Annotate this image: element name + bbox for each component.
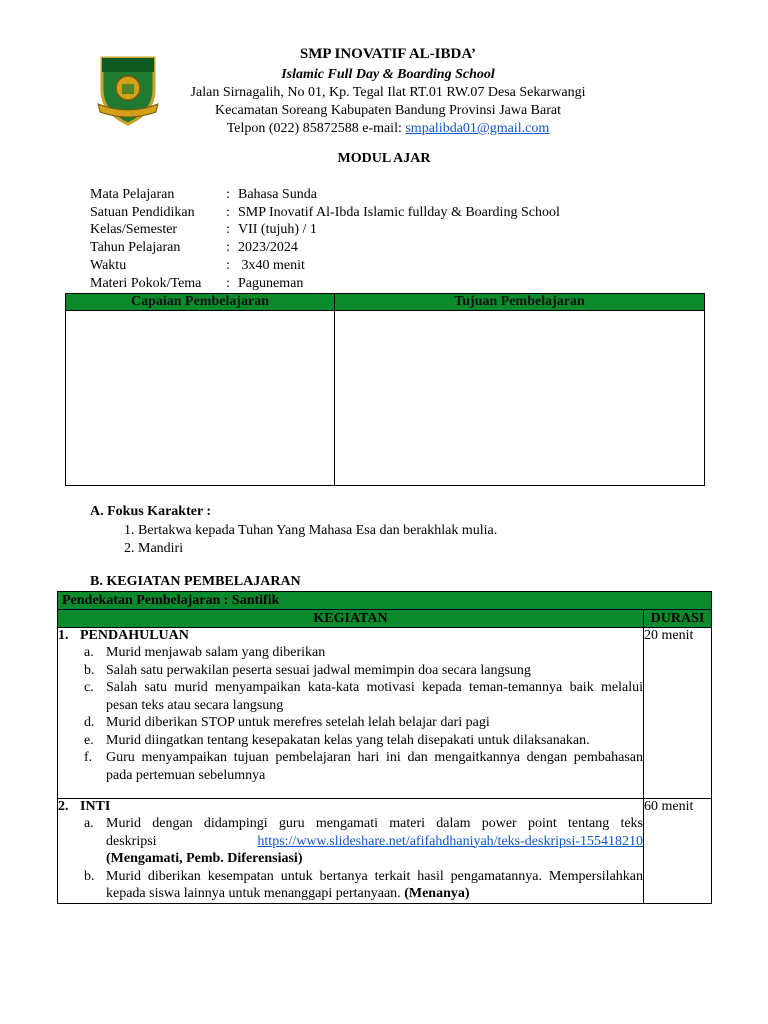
address-line-2: Kecamatan Soreang Kabupaten Bandung Provinsi Jawa Barat: [214, 103, 561, 118]
kegiatan-col-header: KEGIATAN: [58, 610, 644, 628]
list-item: a. Murid menjawab salam yang diberikan: [84, 645, 326, 660]
info-value: 2023/2024: [238, 240, 298, 256]
info-value: VII (tujuh) / 1: [238, 222, 317, 238]
info-row: [90, 221, 560, 239]
info-value: 3x40 menit: [238, 257, 305, 273]
list-item: c. Salah satu murid menyampaikan kata-kata motivasi kepada teman-temannya baik melalui pesan teks atau secara langsung: [84, 680, 643, 713]
kegiatan-heading: B. KEGIATAN PEMBELAJARAN: [90, 574, 301, 589]
inti-durasi: 60 menit: [644, 799, 712, 904]
learning-outcomes-table: [65, 293, 705, 486]
info-row: [90, 186, 560, 204]
list-item: f. Guru menyampaikan tujuan pembelajaran hari ini dan mengaitkannya dengan pembahasan pada pertemuan sebelumnya: [84, 750, 643, 783]
info-value: Bahasa Sunda: [238, 187, 317, 202]
pendahuluan-list: [58, 644, 643, 784]
phone-text: Telpon (022) 85872588 e-mail:: [226, 121, 406, 136]
inti-list: [58, 815, 643, 903]
info-separator: :: [226, 222, 230, 238]
school-logo: [96, 50, 160, 126]
slideshare-link[interactable]: https://www.slideshare.net/afifahdhaniyah/teks-deskripsi-155418210: [257, 833, 643, 849]
fokus-list: [90, 522, 497, 558]
email-link[interactable]: smpalibda01@gmail.com: [405, 121, 550, 136]
school-subtitle: Islamic Full Day & Boarding School: [281, 67, 495, 82]
list-item: b. Salah satu perwakilan peserta sesuai jadwal memimpin doa secara langsung: [84, 662, 531, 678]
fokus-heading: A. Fokus Karakter :: [90, 504, 212, 519]
pendahuluan-title: 1. PENDAHULUAN: [58, 628, 189, 643]
info-separator: :: [226, 257, 230, 273]
fokus-item: 2. Mandiri: [138, 540, 497, 558]
info-label: Materi Pokok/Tema: [90, 275, 202, 291]
info-row: [90, 257, 560, 275]
tujuan-header: Tujuan Pembelajaran: [335, 294, 705, 311]
capaian-header: Capaian Pembelajaran: [66, 294, 335, 311]
info-label: Waktu: [90, 257, 127, 273]
module-info: [90, 186, 560, 292]
info-row: [90, 275, 560, 293]
address-line-1: Jalan Sirnagalih, No 01, Kp. Tegal Ilat RT.01 RW.07 Desa Sekarwangi: [190, 85, 586, 100]
pendahuluan-durasi: 20 menit: [644, 628, 712, 799]
list-item: a. Murid dengan didampingi guru mengamati materi dalam power point tentang teks deskripsi https://www.slideshare.net/afifahdhaniyah/teks-deskripsi-155418210 (Mengamati, Pemb. Diferensiasi): [84, 816, 643, 866]
info-row: [90, 239, 560, 257]
info-value: SMP Inovatif Al-Ibda Islamic fullday & Boarding School: [238, 204, 560, 220]
pendahuluan-section: [58, 628, 644, 799]
info-label: Tahun Pelajaran: [90, 240, 181, 256]
info-separator: :: [226, 187, 230, 202]
info-separator: :: [226, 275, 230, 291]
contact-line: [160, 119, 616, 138]
capaian-cell: [66, 311, 335, 486]
list-item: e. Murid diingatkan tentang kesepakatan kelas yang telah disepakati untuk dilaksanakan.: [84, 732, 590, 748]
info-value: Paguneman: [238, 275, 304, 291]
info-label: Kelas/Semester: [90, 222, 178, 238]
info-separator: :: [226, 204, 230, 220]
list-item: b. Murid diberikan kesempatan untuk bertanya terkait hasil pengamatannya. Mempersilahkan kepada siswa lainnya untuk menanggapi pertanyaan. (Menanya): [84, 868, 643, 901]
info-separator: :: [226, 240, 230, 256]
pendekatan-row: Pendekatan Pembelajaran : Santifik: [58, 592, 712, 610]
school-name: SMP INOVATIF AL-IBDA’: [299, 46, 477, 62]
list-item: d. Murid diberikan STOP untuk merefres setelah lelah belajar dari pagi: [84, 715, 490, 730]
inti-title: 2. INTI: [58, 799, 111, 814]
document-title: MODUL AJAR: [337, 151, 431, 166]
kegiatan-table: [57, 591, 712, 904]
tujuan-cell: [335, 311, 705, 486]
inti-section: [58, 799, 644, 904]
info-label: Mata Pelajaran: [90, 187, 175, 202]
durasi-col-header: DURASI: [644, 610, 712, 628]
fokus-item: 1. Bertakwa kepada Tuhan Yang Mahasa Esa dan berakhlak mulia.: [138, 522, 497, 540]
info-row: [90, 204, 560, 222]
info-label: Satuan Pendidikan: [90, 204, 195, 220]
fokus-karakter: [90, 504, 497, 558]
